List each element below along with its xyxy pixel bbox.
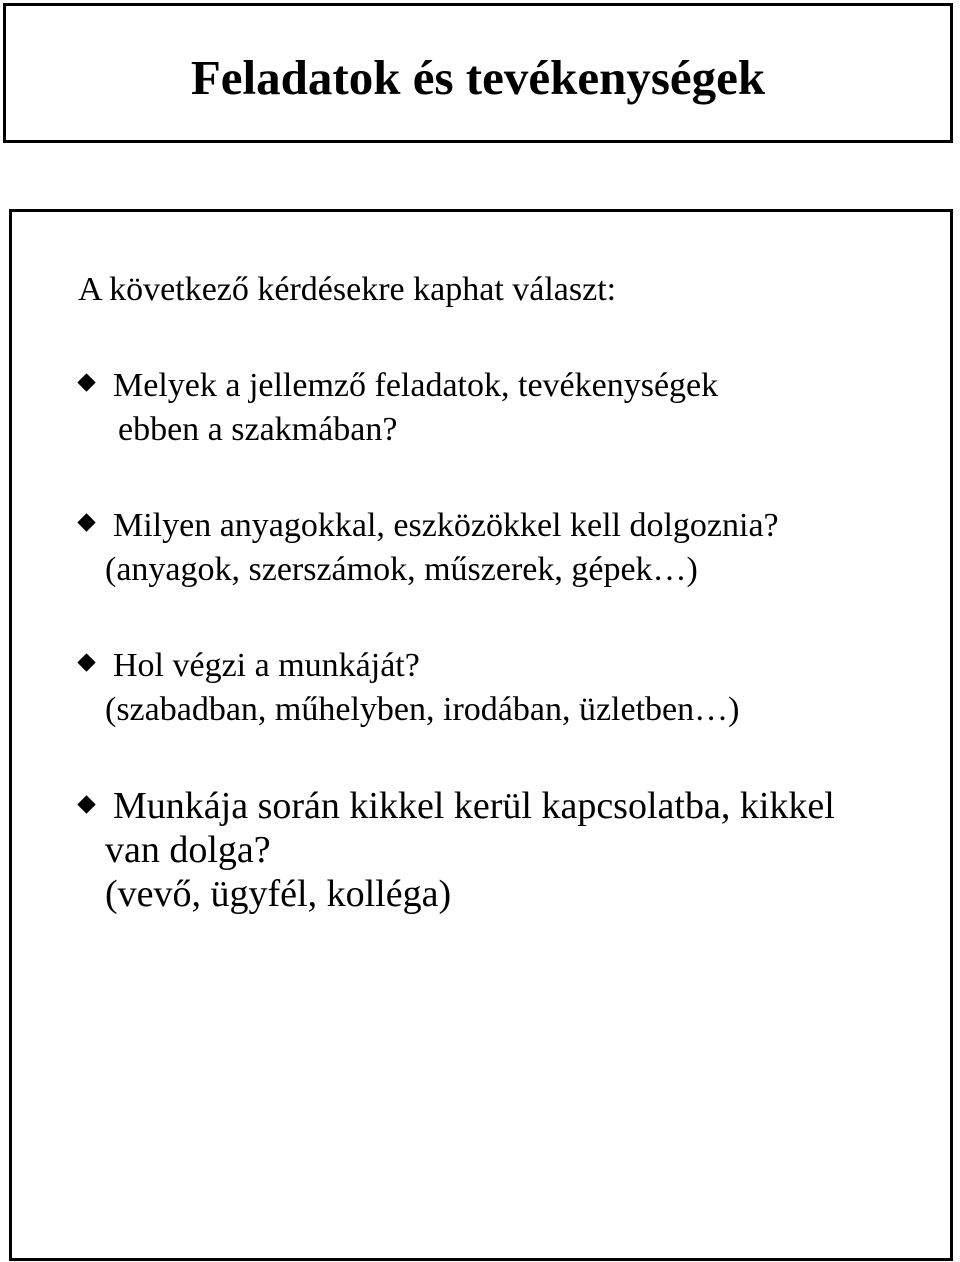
list-item-line: ebben a szakmában? xyxy=(118,411,398,448)
list-item-text: Munkája során kikkel kerül kapcsolatba, kikkel xyxy=(113,785,835,827)
list-item-line xyxy=(74,784,934,828)
diamond-bullet-icon xyxy=(77,373,95,391)
list-item-line: (szabadban, műhelyben, irodában, üzletben…) xyxy=(105,691,740,728)
intro-text: A következő kérdésekre kaphat választ: xyxy=(78,271,617,308)
list-item-line: (vevő, ügyfél, kolléga) xyxy=(105,873,452,915)
list-item xyxy=(74,784,934,916)
list-item xyxy=(74,504,934,592)
diamond-bullet-icon xyxy=(77,653,95,671)
page-title: Feladatok és tevékenységek xyxy=(190,50,766,105)
list-item-text: Hol végzi a munkáját? xyxy=(113,647,420,684)
list-item xyxy=(74,364,934,452)
diamond-bullet-icon xyxy=(77,795,95,813)
list-item-line xyxy=(74,504,934,548)
list-item-line xyxy=(74,364,934,408)
list-item-line: van dolga? xyxy=(105,829,271,871)
list-item-line: (anyagok, szerszámok, műszerek, gépek…) xyxy=(105,551,698,588)
title-box xyxy=(3,3,953,143)
list-item xyxy=(74,644,934,732)
content-box xyxy=(9,209,953,1261)
list-item-line xyxy=(74,644,934,688)
diamond-bullet-icon xyxy=(77,513,95,531)
list-item-text: Melyek a jellemző feladatok, tevékenységek xyxy=(113,367,719,404)
list-item-text: Milyen anyagokkal, eszközökkel kell dolgoznia? xyxy=(113,507,779,544)
